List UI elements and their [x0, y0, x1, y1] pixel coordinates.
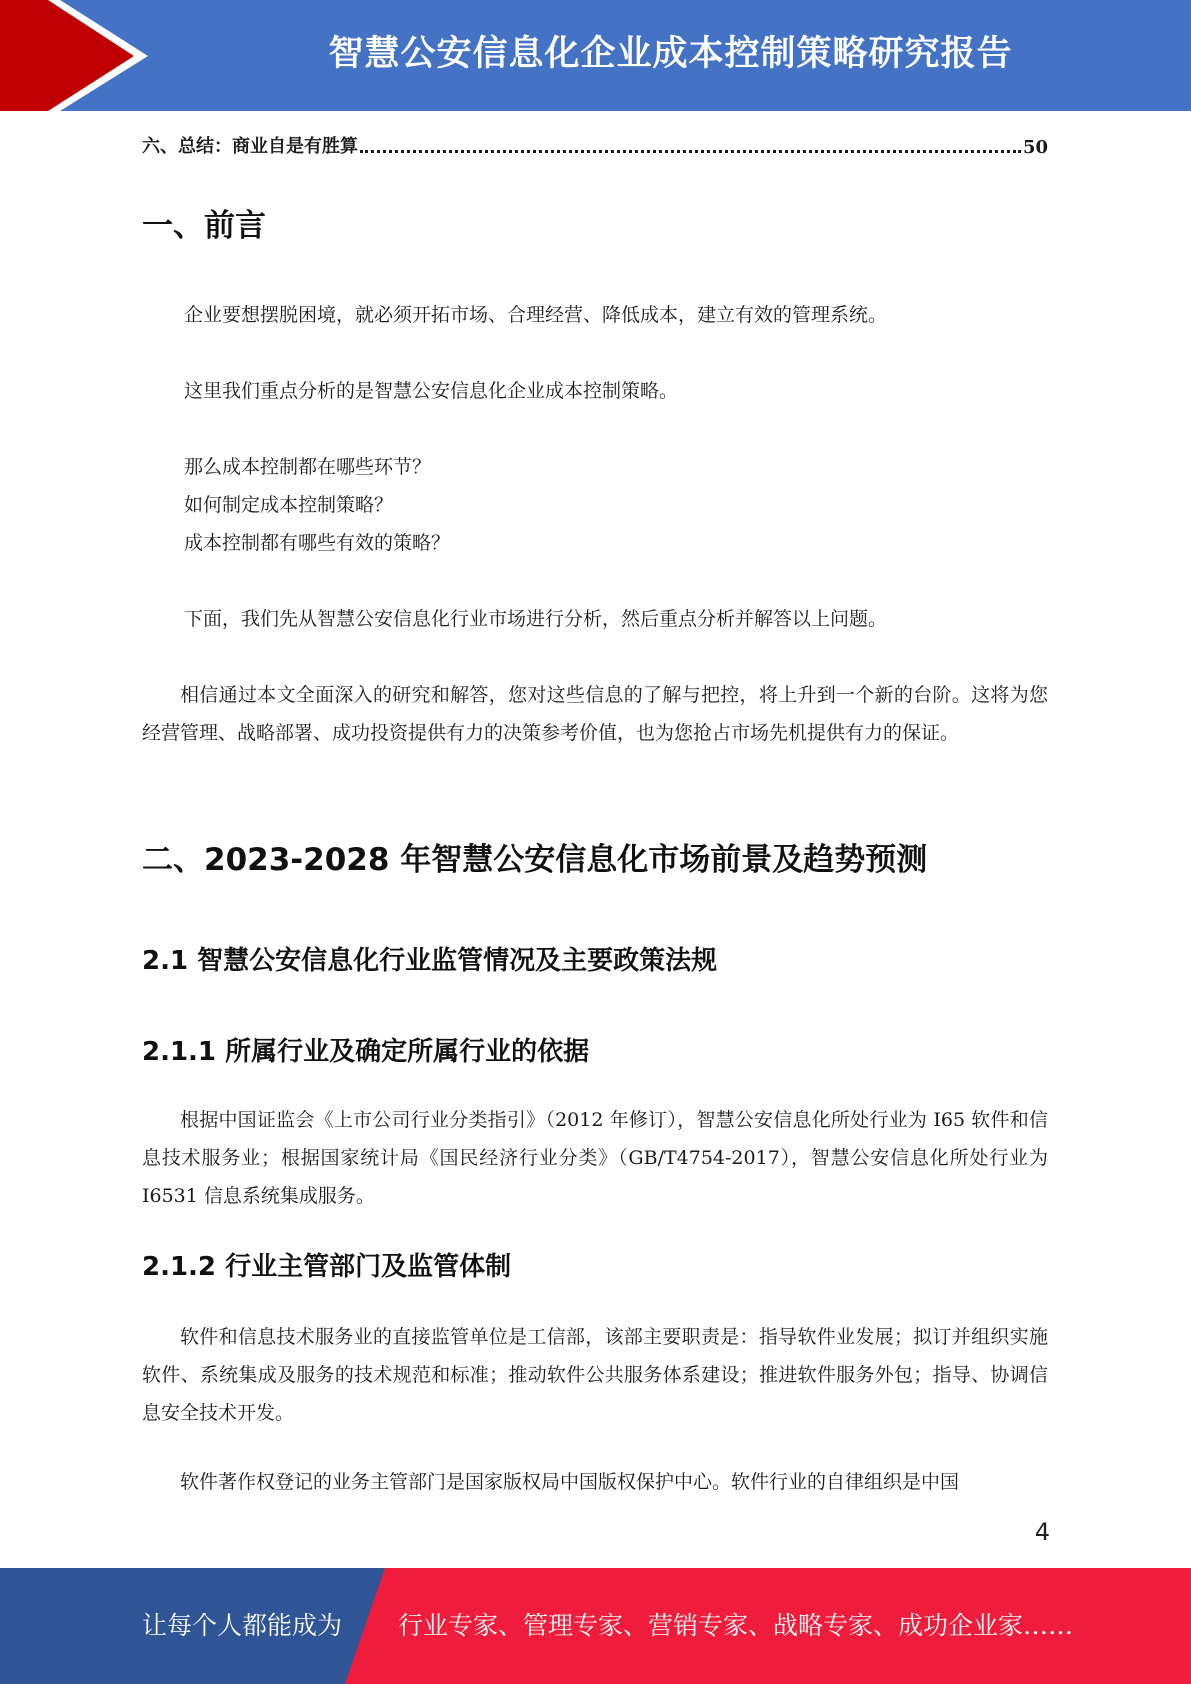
- paragraph-industry-classification: 根据中国证监会《上市公司行业分类指引》（2012 年修订），智慧公安信息化所处行业为 I65 软件和信息技术服务业；根据国家统计局《国民经济行业分类》（GB/T4754-2017），智慧公安信息化所处行业为 I6531 信息系统集成服务。: [142, 1109, 1048, 1207]
- footer-banner: [0, 1568, 1191, 1684]
- footer-slogan-right: 行业专家、管理专家、营销专家、战略专家、成功企业家……: [398, 1611, 1074, 1640]
- question-item: 那么成本控制都在哪些环节？: [184, 456, 432, 478]
- section-heading-preface: 一、前言: [142, 208, 266, 244]
- page-number: 4: [1034, 1518, 1050, 1546]
- subsection-heading-2-1-1: 2.1.1 所属行业及确定所属行业的依据: [142, 1037, 590, 1067]
- toc-leader-dots: [360, 150, 1021, 153]
- toc-entry-label: 六、总结：商业自是有胜算: [142, 136, 358, 157]
- paragraph-focus: 这里我们重点分析的是智慧公安信息化企业成本控制策略。: [184, 380, 679, 402]
- footer-slogan-left: 让每个人都能成为: [142, 1611, 343, 1640]
- paragraph-intro: 企业要想摆脱困境，就必须开拓市场、合理经营、降低成本，建立有效的管理系统。: [184, 304, 888, 326]
- header-title: 智慧公安信息化企业成本控制策略研究报告: [328, 34, 1013, 74]
- subsection-heading-2-1: 2.1 智慧公安信息化行业监管情况及主要政策法规: [142, 946, 718, 976]
- paragraph-regulator: 软件和信息技术服务业的直接监管单位是工信部，该部主要职责是：指导软件业发展；拟订并组织实施软件、系统集成及服务的技术规范和标准；推动软件公共服务体系建设；推进软件服务外包；指导、协调信息安全技术开发。: [142, 1326, 1048, 1424]
- header-arrow-red: [0, 0, 134, 111]
- section-heading-market: 二、2023-2028 年智慧公安信息化市场前景及趋势预测: [142, 842, 928, 878]
- question-item: 成本控制都有哪些有效的策略？: [184, 532, 451, 554]
- toc-entry-page: 50: [1022, 137, 1048, 158]
- paragraph-copyright: 软件著作权登记的业务主管部门是国家版权局中国版权保护中心。软件行业的自律组织是中国: [180, 1471, 960, 1493]
- toc-entry[interactable]: [142, 128, 1048, 158]
- header-banner: [0, 0, 1191, 111]
- paragraph-approach: 下面，我们先从智慧公安信息化行业市场进行分析，然后重点分析并解答以上问题。: [184, 608, 888, 630]
- question-item: 如何制定成本控制策略？: [184, 494, 394, 516]
- paragraph-value: 相信通过本文全面深入的研究和解答，您对这些信息的了解与把控，将上升到一个新的台阶。这将为您经营管理、战略部署、成功投资提供有力的决策参考价值，也为您抢占市场先机提供有力的保证。: [142, 684, 1048, 744]
- subsection-heading-2-1-2: 2.1.2 行业主管部门及监管体制: [142, 1252, 512, 1282]
